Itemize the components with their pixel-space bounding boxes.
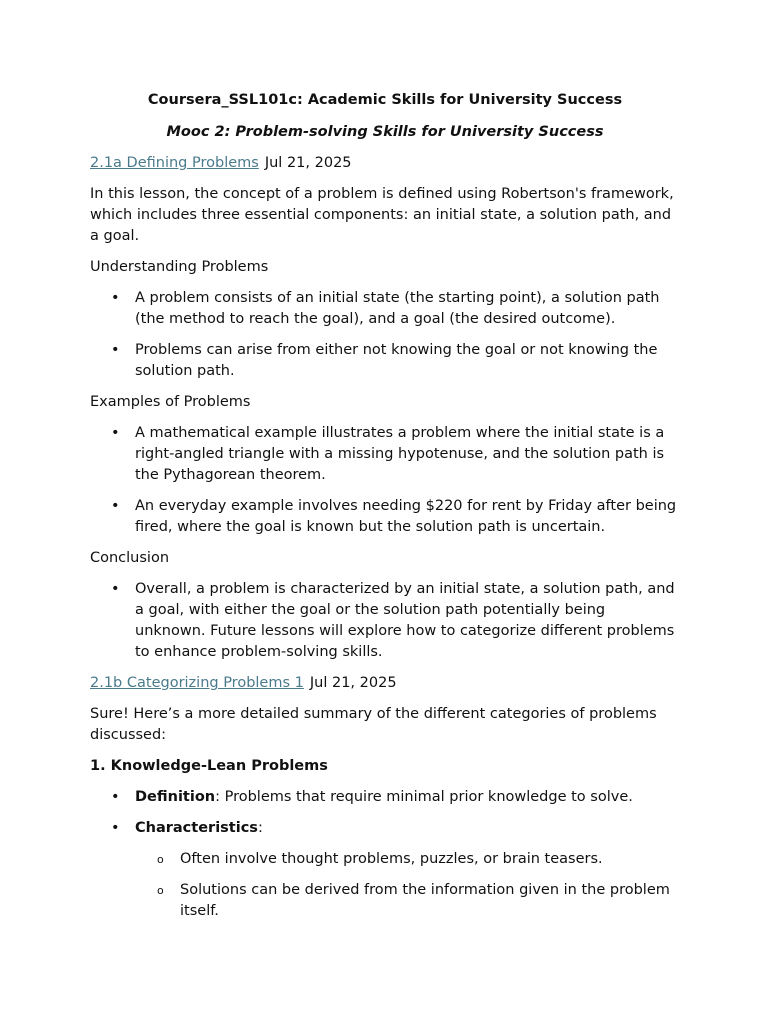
definition-text: : Problems that require minimal prior knowledge to solve. — [215, 789, 633, 805]
subheading-examples-of-problems: Examples of Problems — [90, 394, 251, 410]
bullet-list — [90, 579, 680, 663]
subheading-understanding-problems: Understanding Problems — [90, 259, 269, 275]
intro-paragraph: In this lesson, the concept of a problem is defined using Robertson's framework, which includes three essential components: an initial state, a solution path, and a goal. — [90, 186, 674, 244]
intro-paragraph: Sure! Here’s a more detailed summary of the different categories of problems discussed: — [90, 706, 657, 743]
section-date: Jul 21, 2025 — [264, 155, 352, 171]
sub-list-item: o Often involve thought problems, puzzles, or brain teasers. — [135, 849, 680, 870]
bullet-list — [90, 288, 680, 382]
list-item: • A mathematical example illustrates a problem where the initial state is a right-angled triangle with a missing hypotenuse, and the solution path is the Pythagorean theorem. — [90, 423, 680, 486]
subheading-conclusion: Conclusion — [90, 550, 170, 566]
characteristics-label: Characteristics — [135, 820, 258, 836]
section-date: Jul 21, 2025 — [309, 675, 397, 691]
link-defining-problems[interactable]: 2.1a Defining Problems — [90, 155, 259, 171]
document-subtitle: Mooc 2: Problem-solving Skills for University Success — [166, 124, 604, 140]
bullet-list — [90, 787, 680, 922]
list-item — [90, 818, 680, 922]
bullet-list — [90, 423, 680, 538]
link-categorizing-problems-1[interactable]: 2.1b Categorizing Problems 1 — [90, 675, 304, 691]
list-item: • Problems can arise from either not knowing the goal or not knowing the solution path. — [90, 340, 680, 382]
list-item: • An everyday example involves needing $220 for rent by Friday after being fired, where the goal is known but the solution path is uncertain. — [90, 496, 680, 538]
characteristics-text: : — [257, 820, 263, 836]
definition-label: Definition — [135, 789, 216, 805]
document-content — [90, 90, 680, 922]
sub-list-item: o Solutions can be derived from the information given in the problem itself. — [135, 880, 680, 922]
heading-knowledge-lean-problems: 1. Knowledge-Lean Problems — [90, 758, 328, 774]
list-item: • Overall, a problem is characterized by an initial state, a solution path, and a goal, with either the goal or the solution path potentially being unknown. Future lessons will explore how to categorize different problems to enhance problem-solving skills. — [90, 579, 680, 663]
sub-bullet-list — [135, 849, 680, 922]
list-item — [90, 787, 680, 808]
section-header-2-1a — [90, 153, 680, 174]
list-item: • A problem consists of an initial state (the starting point), a solution path (the method to reach the goal), and a goal (the desired outcome). — [90, 288, 680, 330]
section-header-2-1b — [90, 673, 680, 694]
document-title: Coursera_SSL101c: Academic Skills for University Success — [147, 92, 623, 108]
